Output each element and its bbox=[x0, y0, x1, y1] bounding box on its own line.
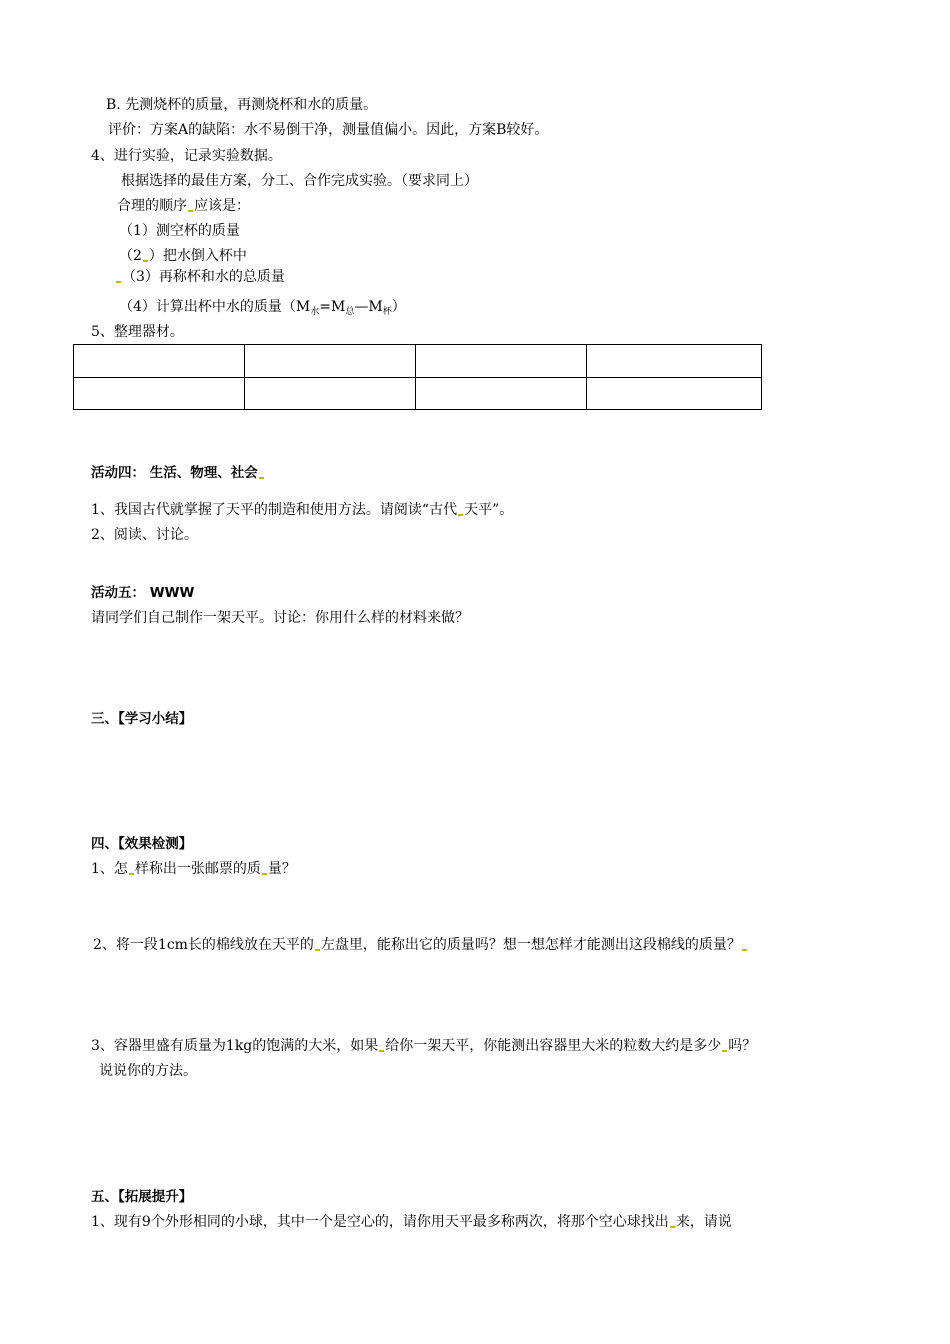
sub-step-3 bbox=[115, 268, 285, 286]
activity-5-heading bbox=[91, 584, 194, 602]
extension-question-1 bbox=[91, 1213, 732, 1231]
section-4-heading-text: 四、【效果检测】 bbox=[91, 836, 193, 852]
annotation-mark bbox=[315, 949, 320, 951]
extension-question-1-text-b: 来，请说 bbox=[675, 1214, 732, 1230]
table-row bbox=[74, 377, 762, 410]
table-cell bbox=[416, 377, 587, 410]
annotation-mark bbox=[670, 1226, 675, 1228]
table-cell bbox=[74, 377, 245, 410]
question-1-text-b: 样称出一张邮票的质 bbox=[134, 861, 261, 877]
evaluation-line bbox=[108, 121, 548, 139]
activity-4-item-2-text: 2、阅读、讨论。 bbox=[91, 527, 198, 543]
sub-step-1 bbox=[119, 222, 240, 240]
section-5-heading-text: 五、【拓展提升】 bbox=[91, 1189, 193, 1205]
section-3-heading-text: 三、【学习小结】 bbox=[91, 711, 193, 727]
question-1-text-c: 量？ bbox=[267, 861, 296, 877]
activity-4-heading bbox=[91, 464, 265, 482]
table-cell bbox=[587, 345, 762, 378]
question-3-text-a: 3、容器里盛有质量为1kg的饱满的大米，如果 bbox=[91, 1038, 379, 1054]
sub-step-4-text-d: ） bbox=[391, 299, 406, 315]
evaluation-text: 评价：方案A的缺陷：水不易倒干净，测量值偏小。因此，方案B较好。 bbox=[108, 122, 549, 138]
section-3-heading bbox=[91, 710, 192, 728]
sub-step-2-text-a: （2 bbox=[119, 248, 142, 264]
subscript-cup: 杯 bbox=[382, 307, 392, 317]
activity-5-heading-text: 活动五： WWW bbox=[91, 585, 195, 601]
sub-step-2 bbox=[119, 247, 247, 265]
activity-5-body: 请同学们自己制作一架天平。讨论：你用什么样的材料来做？ bbox=[91, 610, 469, 626]
subscript-total: 总 bbox=[345, 307, 355, 317]
table-cell bbox=[245, 377, 416, 410]
question-3 bbox=[91, 1037, 756, 1055]
section-4-heading bbox=[91, 835, 192, 853]
option-b-line bbox=[106, 96, 377, 114]
table-cell bbox=[416, 345, 587, 378]
activity-4-heading-text: 活动四： 生活、物理、社会 bbox=[91, 465, 258, 481]
annotation-mark bbox=[116, 281, 121, 283]
question-1 bbox=[91, 860, 296, 878]
sub-step-4 bbox=[119, 298, 406, 321]
table-cell bbox=[74, 345, 245, 378]
annotation-mark bbox=[722, 1050, 727, 1052]
question-1-text-a: 1、怎 bbox=[91, 861, 128, 877]
plan-instruction-line bbox=[121, 172, 478, 190]
order-intro-line bbox=[117, 197, 250, 215]
annotation-mark bbox=[379, 1050, 384, 1052]
annotation-mark bbox=[259, 477, 264, 479]
question-3-text-c: 吗？ bbox=[728, 1038, 757, 1054]
activity-5-text bbox=[91, 609, 469, 627]
question-2-text-a: 2、将一段1cm长的棉线放在天平的 bbox=[93, 937, 314, 953]
plan-instruction-text: 根据选择的最佳方案，分工、合作完成实验。（要求同上） bbox=[121, 173, 478, 189]
question-3-text-b: 给你一架天平，你能测出容器里大米的粒数大约是多少 bbox=[385, 1038, 722, 1054]
question-3-text-d: 说说你的方法。 bbox=[99, 1063, 197, 1079]
question-2-text-b: 左盘里，能称出它的质量吗？想一想怎样才能测出这段棉线的质量？ bbox=[320, 937, 741, 953]
question-2 bbox=[93, 936, 748, 954]
activity-4-item-1 bbox=[91, 501, 513, 519]
sub-step-3-text: （3）再称杯和水的总质量 bbox=[122, 269, 285, 285]
subscript-water: 水 bbox=[310, 307, 320, 317]
question-3-continued bbox=[99, 1062, 197, 1080]
order-intro-text-2: 应该是： bbox=[194, 198, 250, 214]
step-5-line bbox=[91, 323, 184, 341]
sub-step-4-text-a: （4）计算出杯中水的质量（M bbox=[119, 299, 311, 315]
activity-4-item-2 bbox=[91, 526, 198, 544]
data-record-table bbox=[73, 344, 762, 410]
annotation-mark bbox=[262, 873, 267, 875]
activity-4-item-1-text-a: 1、我国古代就掌握了天平的制造和使用方法。请阅读“古代 bbox=[91, 502, 458, 518]
table-cell bbox=[587, 377, 762, 410]
extension-question-1-text-a: 1、现有9个外形相同的小球，其中一个是空心的，请你用天平最多称两次，将那个空心球找出 bbox=[91, 1214, 669, 1230]
annotation-mark bbox=[458, 514, 463, 516]
table-row bbox=[74, 345, 762, 378]
annotation-mark bbox=[129, 873, 134, 875]
sub-step-4-text-c: —M bbox=[354, 299, 383, 315]
step-5-text: 5、整理器材。 bbox=[91, 324, 184, 340]
annotation-mark bbox=[742, 949, 747, 951]
step-4-text: 4、进行实验，记录实验数据。 bbox=[91, 148, 282, 164]
activity-4-item-1-text-b: 天平”。 bbox=[464, 502, 514, 518]
order-intro-text: 合理的顺序 bbox=[117, 198, 187, 214]
table-cell bbox=[245, 345, 416, 378]
sub-step-2-text-b: ）把水倒入杯中 bbox=[148, 248, 247, 264]
option-b-text: B. 先测烧杯的质量，再测烧杯和水的质量。 bbox=[106, 97, 378, 113]
sub-step-1-text: （1）测空杯的质量 bbox=[119, 223, 240, 239]
sub-step-4-text-b: =M bbox=[319, 299, 346, 315]
annotation-mark bbox=[188, 210, 193, 212]
step-4-line bbox=[91, 147, 282, 165]
section-5-heading bbox=[91, 1188, 192, 1206]
annotation-mark bbox=[143, 260, 148, 262]
